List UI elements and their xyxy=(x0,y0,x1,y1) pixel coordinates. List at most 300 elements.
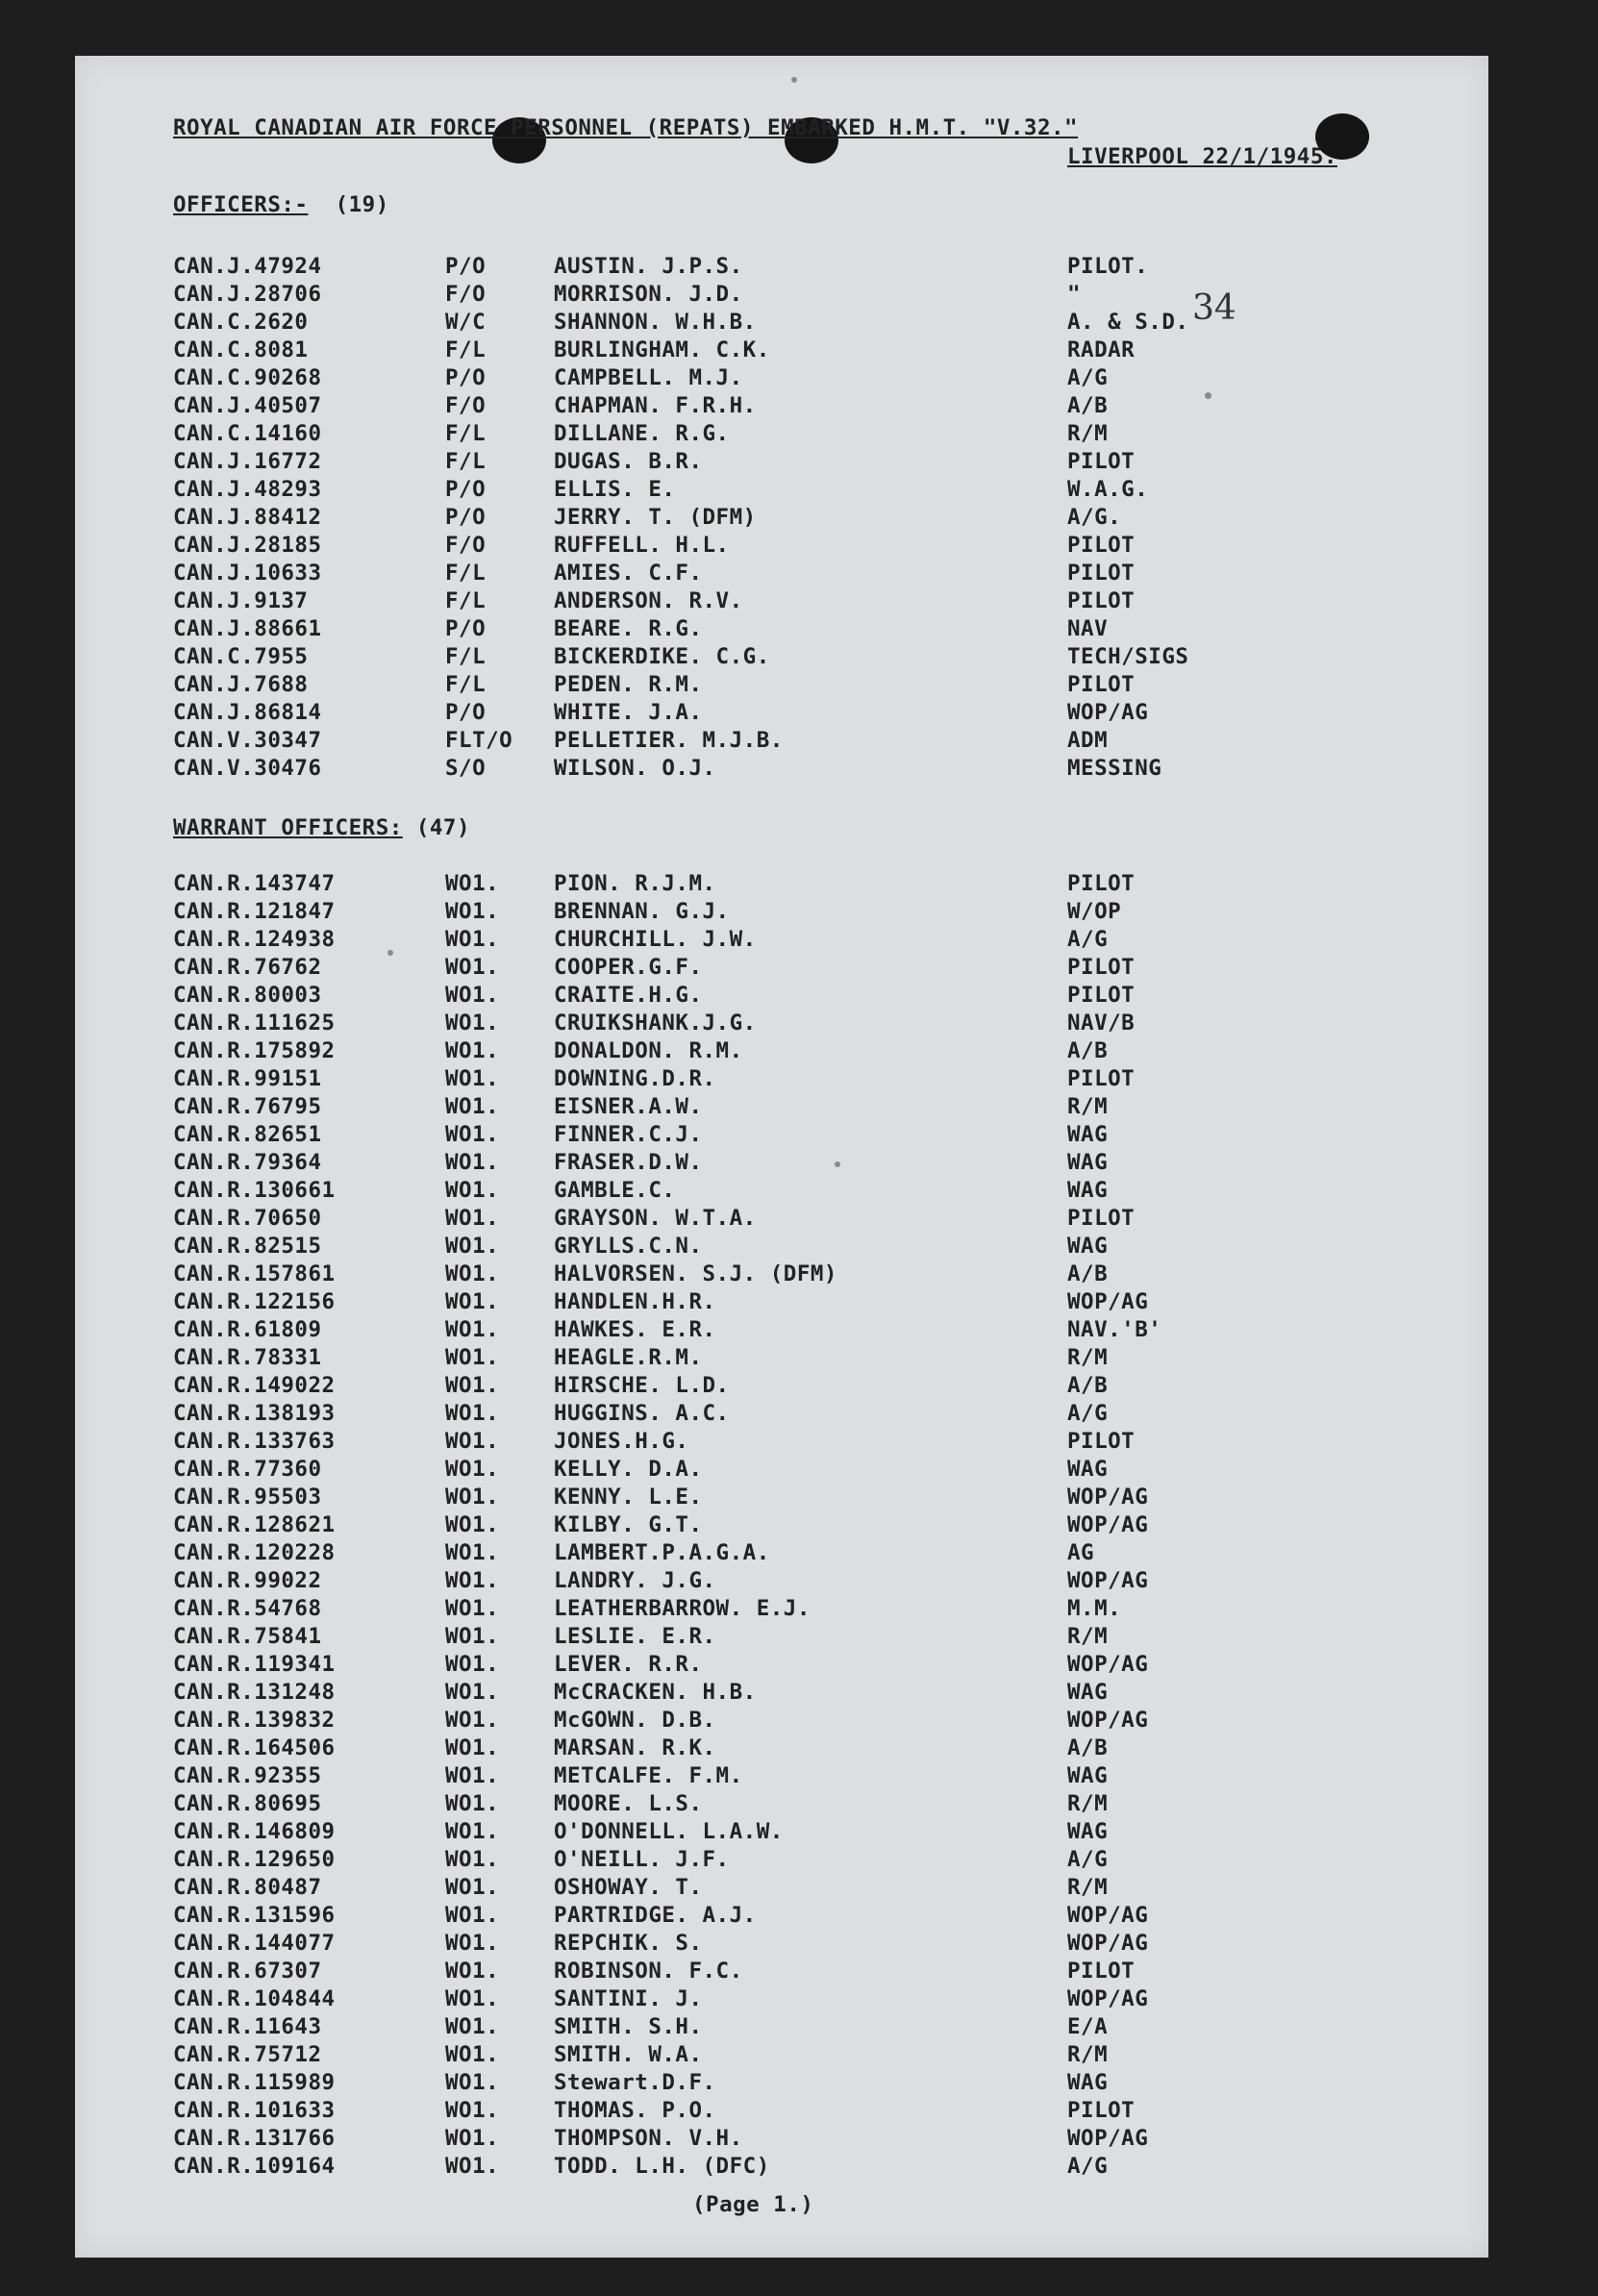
service-number: CAN.R.175892 xyxy=(173,1038,336,1063)
service-number: CAN.J.86814 xyxy=(173,700,322,725)
service-number: CAN.R.99151 xyxy=(173,1066,322,1091)
name: PELLETIER. M.J.B. xyxy=(554,728,784,753)
name: O'DONNELL. L.A.W. xyxy=(554,1819,784,1844)
trade: PILOT xyxy=(1067,1429,1136,1454)
name: LAMBERT.P.A.G.A. xyxy=(554,1540,770,1565)
trade: PILOT xyxy=(1067,1206,1136,1231)
rank: F/L xyxy=(445,421,487,446)
list-row xyxy=(173,2069,1327,2097)
warrant-officers-list xyxy=(173,870,1327,2181)
list-row xyxy=(173,1734,1327,1762)
list-row xyxy=(173,1567,1327,1595)
trade: M.M. xyxy=(1067,1596,1122,1621)
name: BURLINGHAM. C.K. xyxy=(554,337,770,362)
trade: WOP/AG xyxy=(1067,1931,1149,1956)
service-number: CAN.R.54768 xyxy=(173,1596,322,1621)
trade: PILOT. xyxy=(1067,254,1149,279)
service-number: CAN.J.40507 xyxy=(173,393,322,418)
trade: A/B xyxy=(1067,1373,1109,1398)
list-row xyxy=(173,1623,1327,1651)
name: DONALDON. R.M. xyxy=(554,1038,743,1063)
service-number: CAN.R.131596 xyxy=(173,1903,336,1928)
service-number: CAN.J.16772 xyxy=(173,449,322,474)
name: KELLY. D.A. xyxy=(554,1457,703,1482)
rank: F/L xyxy=(445,449,487,474)
name: McGOWN. D.B. xyxy=(554,1708,716,1733)
trade: RADAR xyxy=(1067,337,1136,362)
name: PEDEN. R.M. xyxy=(554,672,703,697)
rank: F/L xyxy=(445,337,487,362)
service-number: CAN.V.30347 xyxy=(173,728,322,753)
service-number: CAN.R.61809 xyxy=(173,1317,322,1342)
name: FRASER.D.W. xyxy=(554,1150,703,1175)
list-row xyxy=(173,1065,1327,1093)
service-number: CAN.C.2620 xyxy=(173,310,309,335)
list-row xyxy=(173,532,1327,560)
service-number: CAN.R.131248 xyxy=(173,1680,336,1705)
service-number: CAN.J.47924 xyxy=(173,254,322,279)
rank: WO1. xyxy=(445,2070,500,2095)
list-row xyxy=(173,1121,1327,1149)
rank: WO1. xyxy=(445,1485,500,1510)
list-row xyxy=(173,1484,1327,1511)
rank: WO1. xyxy=(445,2042,500,2067)
trade: WOP/AG xyxy=(1067,1289,1149,1314)
list-row xyxy=(173,1288,1327,1316)
name: SANTINI. J. xyxy=(554,1986,703,2011)
rank: WO1. xyxy=(445,1735,500,1760)
list-row xyxy=(173,1428,1327,1456)
service-number: CAN.R.82651 xyxy=(173,1122,322,1147)
list-row xyxy=(173,309,1327,337)
trade: A/G xyxy=(1067,1401,1109,1426)
rank: WO1. xyxy=(445,983,500,1008)
list-row xyxy=(173,1260,1327,1288)
service-number: CAN.R.146809 xyxy=(173,1819,336,1844)
list-row xyxy=(173,1790,1327,1818)
list-row xyxy=(173,755,1327,783)
rank: P/O xyxy=(445,365,487,390)
service-number: CAN.R.104844 xyxy=(173,1986,336,2011)
list-row xyxy=(173,898,1327,926)
list-row xyxy=(173,560,1327,587)
list-row xyxy=(173,699,1327,727)
trade: WOP/AG xyxy=(1067,1903,1149,1928)
trade: PILOT xyxy=(1067,955,1136,980)
service-number: CAN.R.75841 xyxy=(173,1624,322,1649)
trade: PILOT xyxy=(1067,533,1136,558)
list-row xyxy=(173,1316,1327,1344)
name: DOWNING.D.R. xyxy=(554,1066,716,1091)
service-number: CAN.R.121847 xyxy=(173,899,336,924)
trade: " xyxy=(1067,282,1082,307)
trade: WOP/AG xyxy=(1067,1652,1149,1677)
trade: E/A xyxy=(1067,2014,1109,2039)
name: CAMPBELL. M.J. xyxy=(554,365,743,390)
list-row xyxy=(173,954,1327,982)
trade: MESSING xyxy=(1067,756,1162,781)
document-place-date: LIVERPOOL 22/1/1945. xyxy=(1067,144,1337,169)
list-row xyxy=(173,1902,1327,1930)
trade: A. & S.D. xyxy=(1067,310,1189,335)
rank: WO1. xyxy=(445,1429,500,1454)
service-number: CAN.R.143747 xyxy=(173,871,336,896)
trade: PILOT xyxy=(1067,2098,1136,2123)
list-row xyxy=(173,643,1327,671)
trade: A/B xyxy=(1067,1038,1109,1063)
service-number: CAN.R.76795 xyxy=(173,1094,322,1119)
trade: PILOT xyxy=(1067,983,1136,1008)
name: ROBINSON. F.C. xyxy=(554,1959,743,1984)
name: EISNER.A.W. xyxy=(554,1094,703,1119)
name: SHANNON. W.H.B. xyxy=(554,310,757,335)
rank: WO1. xyxy=(445,1011,500,1036)
service-number: CAN.R.120228 xyxy=(173,1540,336,1565)
list-row xyxy=(173,281,1327,309)
name: BEARE. R.G. xyxy=(554,616,703,641)
rank: WO1. xyxy=(445,1540,500,1565)
list-row xyxy=(173,1651,1327,1679)
list-row xyxy=(173,982,1327,1010)
rank: F/L xyxy=(445,561,487,586)
rank: WO1. xyxy=(445,2098,500,2123)
list-row xyxy=(173,727,1327,755)
rank: WO1. xyxy=(445,927,500,952)
name: SMITH. W.A. xyxy=(554,2042,703,2067)
rank: W/C xyxy=(445,310,487,335)
trade: WAG xyxy=(1067,1122,1109,1147)
list-row xyxy=(173,1093,1327,1121)
name: HEAGLE.R.M. xyxy=(554,1345,703,1370)
name: JONES.H.G. xyxy=(554,1429,689,1454)
rank: WO1. xyxy=(445,1150,500,1175)
name: CHAPMAN. F.R.H. xyxy=(554,393,757,418)
name: THOMPSON. V.H. xyxy=(554,2126,743,2151)
rank: WO1. xyxy=(445,2126,500,2151)
service-number: CAN.R.149022 xyxy=(173,1373,336,1398)
service-number: CAN.R.99022 xyxy=(173,1568,322,1593)
list-row xyxy=(173,587,1327,615)
trade: PILOT xyxy=(1067,588,1136,613)
name: O'NEILL. J.F. xyxy=(554,1847,730,1872)
name: HIRSCHE. L.D. xyxy=(554,1373,730,1398)
list-row xyxy=(173,253,1327,281)
list-row xyxy=(173,671,1327,699)
service-number: CAN.J.88661 xyxy=(173,616,322,641)
trade: A/B xyxy=(1067,393,1109,418)
rank: F/L xyxy=(445,644,487,669)
trade: NAV/B xyxy=(1067,1011,1136,1036)
service-number: CAN.R.78331 xyxy=(173,1345,322,1370)
name: GRAYSON. W.T.A. xyxy=(554,1206,757,1231)
list-row xyxy=(173,392,1327,420)
name: CRAITE.H.G. xyxy=(554,983,703,1008)
list-row xyxy=(173,1149,1327,1177)
trade: WAG xyxy=(1067,1457,1109,1482)
name: PION. R.J.M. xyxy=(554,871,716,896)
rank: WO1. xyxy=(445,1317,500,1342)
list-row xyxy=(173,1372,1327,1400)
list-row xyxy=(173,1344,1327,1372)
service-number: CAN.J.9137 xyxy=(173,588,309,613)
name: McCRACKEN. H.B. xyxy=(554,1680,757,1705)
rank: F/O xyxy=(445,282,487,307)
rank: WO1. xyxy=(445,1206,500,1231)
name: GRYLLS.C.N. xyxy=(554,1234,703,1259)
trade: A/G xyxy=(1067,2154,1109,2179)
name: KILBY. G.T. xyxy=(554,1512,703,1537)
service-number: CAN.R.139832 xyxy=(173,1708,336,1733)
rank: WO1. xyxy=(445,1986,500,2011)
name: CHURCHILL. J.W. xyxy=(554,927,757,952)
name: LEATHERBARROW. E.J. xyxy=(554,1596,811,1621)
trade: ADM xyxy=(1067,728,1109,753)
list-row xyxy=(173,2013,1327,2041)
rank: WO1. xyxy=(445,1763,500,1788)
rank: WO1. xyxy=(445,1708,500,1733)
trade: WOP/AG xyxy=(1067,1512,1149,1537)
name: HALVORSEN. S.J. (DFM) xyxy=(554,1261,837,1286)
trade: R/M xyxy=(1067,1875,1109,1900)
name: CRUIKSHANK.J.G. xyxy=(554,1011,757,1036)
rank: WO1. xyxy=(445,1094,500,1119)
trade: A/B xyxy=(1067,1735,1109,1760)
rank: WO1. xyxy=(445,1819,500,1844)
name: DILLANE. R.G. xyxy=(554,421,730,446)
service-number: CAN.J.88412 xyxy=(173,505,322,530)
trade: A/G. xyxy=(1067,505,1122,530)
name: FINNER.C.J. xyxy=(554,1122,703,1147)
rank: WO1. xyxy=(445,1596,500,1621)
trade: PILOT xyxy=(1067,1959,1136,1984)
service-number: CAN.R.75712 xyxy=(173,2042,322,2067)
trade: WAG xyxy=(1067,1150,1109,1175)
service-number: CAN.V.30476 xyxy=(173,756,322,781)
service-number: CAN.J.48293 xyxy=(173,477,322,502)
trade: WOP/AG xyxy=(1067,1485,1149,1510)
rank: WO1. xyxy=(445,1624,500,1649)
trade: NAV xyxy=(1067,616,1109,641)
name: WHITE. J.A. xyxy=(554,700,703,725)
rank: F/L xyxy=(445,672,487,697)
rank: FLT/O xyxy=(445,728,513,753)
service-number: CAN.R.115989 xyxy=(173,2070,336,2095)
service-number: CAN.C.7955 xyxy=(173,644,309,669)
service-number: CAN.R.164506 xyxy=(173,1735,336,1760)
list-row xyxy=(173,2097,1327,2125)
warrant-officers-heading: WARRANT OFFICERS: (47) xyxy=(173,815,471,840)
document-title: ROYAL CANADIAN AIR FORCE PERSONNEL (REPATS) EMBARKED H.M.T. "V.32." xyxy=(173,115,1079,140)
trade: PILOT xyxy=(1067,449,1136,474)
rank: WO1. xyxy=(445,1903,500,1928)
rank: WO1. xyxy=(445,1680,500,1705)
rank: WO1. xyxy=(445,2154,500,2179)
name: MOORE. L.S. xyxy=(554,1791,703,1816)
name: ANDERSON. R.V. xyxy=(554,588,743,613)
rank: WO1. xyxy=(445,1512,500,1537)
rank: WO1. xyxy=(445,1234,500,1259)
trade: AG xyxy=(1067,1540,1095,1565)
list-row xyxy=(173,1707,1327,1734)
name: COOPER.G.F. xyxy=(554,955,703,980)
service-number: CAN.R.70650 xyxy=(173,1206,322,1231)
trade: WOP/AG xyxy=(1067,1986,1149,2011)
service-number: CAN.R.111625 xyxy=(173,1011,336,1036)
service-number: CAN.R.124938 xyxy=(173,927,336,952)
name: RUFFELL. H.L. xyxy=(554,533,730,558)
name: KENNY. L.E. xyxy=(554,1485,703,1510)
rank: WO1. xyxy=(445,1652,500,1677)
list-row xyxy=(173,1958,1327,1985)
service-number: CAN.R.133763 xyxy=(173,1429,336,1454)
name: LEVER. R.R. xyxy=(554,1652,703,1677)
name: JERRY. T. (DFM) xyxy=(554,505,757,530)
trade: WOP/AG xyxy=(1067,1708,1149,1733)
service-number: CAN.J.28706 xyxy=(173,282,322,307)
name: THOMAS. P.O. xyxy=(554,2098,716,2123)
rank: WO1. xyxy=(445,1289,500,1314)
rank: WO1. xyxy=(445,1178,500,1203)
name: LESLIE. E.R. xyxy=(554,1624,716,1649)
list-row xyxy=(173,1037,1327,1065)
list-row xyxy=(173,1010,1327,1037)
list-row xyxy=(173,476,1327,504)
folio-number: 34 xyxy=(1192,288,1236,328)
name: REPCHIK. S. xyxy=(554,1931,703,1956)
trade: W/OP xyxy=(1067,899,1122,924)
rank: WO1. xyxy=(445,2014,500,2039)
service-number: CAN.R.119341 xyxy=(173,1652,336,1677)
service-number: CAN.R.80695 xyxy=(173,1791,322,1816)
service-number: CAN.R.131766 xyxy=(173,2126,336,2151)
name: HAWKES. E.R. xyxy=(554,1317,716,1342)
trade: NAV.'B' xyxy=(1067,1317,1162,1342)
rank: WO1. xyxy=(445,1038,500,1063)
officers-list xyxy=(173,253,1327,783)
list-row xyxy=(173,1205,1327,1233)
service-number: CAN.R.95503 xyxy=(173,1485,322,1510)
list-row xyxy=(173,615,1327,643)
trade: R/M xyxy=(1067,1791,1109,1816)
rank: WO1. xyxy=(445,899,500,924)
rank: F/O xyxy=(445,393,487,418)
service-number: CAN.R.80487 xyxy=(173,1875,322,1900)
service-number: CAN.R.67307 xyxy=(173,1959,322,1984)
name: BICKERDIKE. C.G. xyxy=(554,644,770,669)
rank: WO1. xyxy=(445,1568,500,1593)
service-number: CAN.R.144077 xyxy=(173,1931,336,1956)
trade: WOP/AG xyxy=(1067,2126,1149,2151)
trade: R/M xyxy=(1067,1094,1109,1119)
rank: P/O xyxy=(445,505,487,530)
service-number: CAN.C.14160 xyxy=(173,421,322,446)
list-row xyxy=(173,1679,1327,1707)
list-row xyxy=(173,1400,1327,1428)
name: DUGAS. B.R. xyxy=(554,449,703,474)
list-row xyxy=(173,1985,1327,2013)
list-row xyxy=(173,1818,1327,1846)
page-footer: (Page 1.) xyxy=(692,2192,814,2217)
list-row xyxy=(173,1539,1327,1567)
name: Stewart.D.F. xyxy=(554,2070,716,2095)
rank: WO1. xyxy=(445,1931,500,1956)
rank: P/O xyxy=(445,700,487,725)
trade: A/G xyxy=(1067,1847,1109,1872)
name: SMITH. S.H. xyxy=(554,2014,703,2039)
service-number: CAN.J.7688 xyxy=(173,672,309,697)
list-row xyxy=(173,1595,1327,1623)
name: PARTRIDGE. A.J. xyxy=(554,1903,757,1928)
service-number: CAN.R.130661 xyxy=(173,1178,336,1203)
list-row xyxy=(173,337,1327,364)
service-number: CAN.R.101633 xyxy=(173,2098,336,2123)
rank: WO1. xyxy=(445,1373,500,1398)
trade: PILOT xyxy=(1067,561,1136,586)
rank: P/O xyxy=(445,477,487,502)
ink-speck xyxy=(791,77,797,83)
rank: WO1. xyxy=(445,955,500,980)
list-row xyxy=(173,420,1327,448)
service-number: CAN.R.79364 xyxy=(173,1150,322,1175)
trade: W.A.G. xyxy=(1067,477,1149,502)
rank: F/L xyxy=(445,588,487,613)
list-row xyxy=(173,448,1327,476)
list-row xyxy=(173,1511,1327,1539)
list-row xyxy=(173,364,1327,392)
officers-heading: OFFICERS:- (19) xyxy=(173,192,389,217)
name: MORRISON. J.D. xyxy=(554,282,743,307)
service-number: CAN.R.82515 xyxy=(173,1234,322,1259)
trade: WAG xyxy=(1067,1234,1109,1259)
list-row xyxy=(173,1874,1327,1902)
list-row xyxy=(173,1233,1327,1260)
rank: WO1. xyxy=(445,1122,500,1147)
service-number: CAN.R.11643 xyxy=(173,2014,322,2039)
rank: P/O xyxy=(445,254,487,279)
list-row xyxy=(173,2125,1327,2153)
name: METCALFE. F.M. xyxy=(554,1763,743,1788)
list-row xyxy=(173,1930,1327,1958)
rank: WO1. xyxy=(445,1401,500,1426)
rank: WO1. xyxy=(445,1457,500,1482)
list-row xyxy=(173,870,1327,898)
service-number: CAN.R.157861 xyxy=(173,1261,336,1286)
rank: F/O xyxy=(445,533,487,558)
rank: WO1. xyxy=(445,1261,500,1286)
name: GAMBLE.C. xyxy=(554,1178,676,1203)
trade: A/G xyxy=(1067,365,1109,390)
rank: WO1. xyxy=(445,871,500,896)
trade: WOP/AG xyxy=(1067,1568,1149,1593)
list-row xyxy=(173,2153,1327,2181)
name: AUSTIN. J.P.S. xyxy=(554,254,743,279)
trade: WAG xyxy=(1067,1178,1109,1203)
trade: PILOT xyxy=(1067,871,1136,896)
trade: WAG xyxy=(1067,1763,1109,1788)
trade: R/M xyxy=(1067,2042,1109,2067)
name: HUGGINS. A.C. xyxy=(554,1401,730,1426)
trade: R/M xyxy=(1067,1624,1109,1649)
trade: A/B xyxy=(1067,1261,1109,1286)
list-row xyxy=(173,1762,1327,1790)
trade: WAG xyxy=(1067,1680,1109,1705)
service-number: CAN.R.92355 xyxy=(173,1763,322,1788)
rank: WO1. xyxy=(445,1791,500,1816)
trade: R/M xyxy=(1067,1345,1109,1370)
trade: TECH/SIGS xyxy=(1067,644,1189,669)
service-number: CAN.R.128621 xyxy=(173,1512,336,1537)
service-number: CAN.R.138193 xyxy=(173,1401,336,1426)
